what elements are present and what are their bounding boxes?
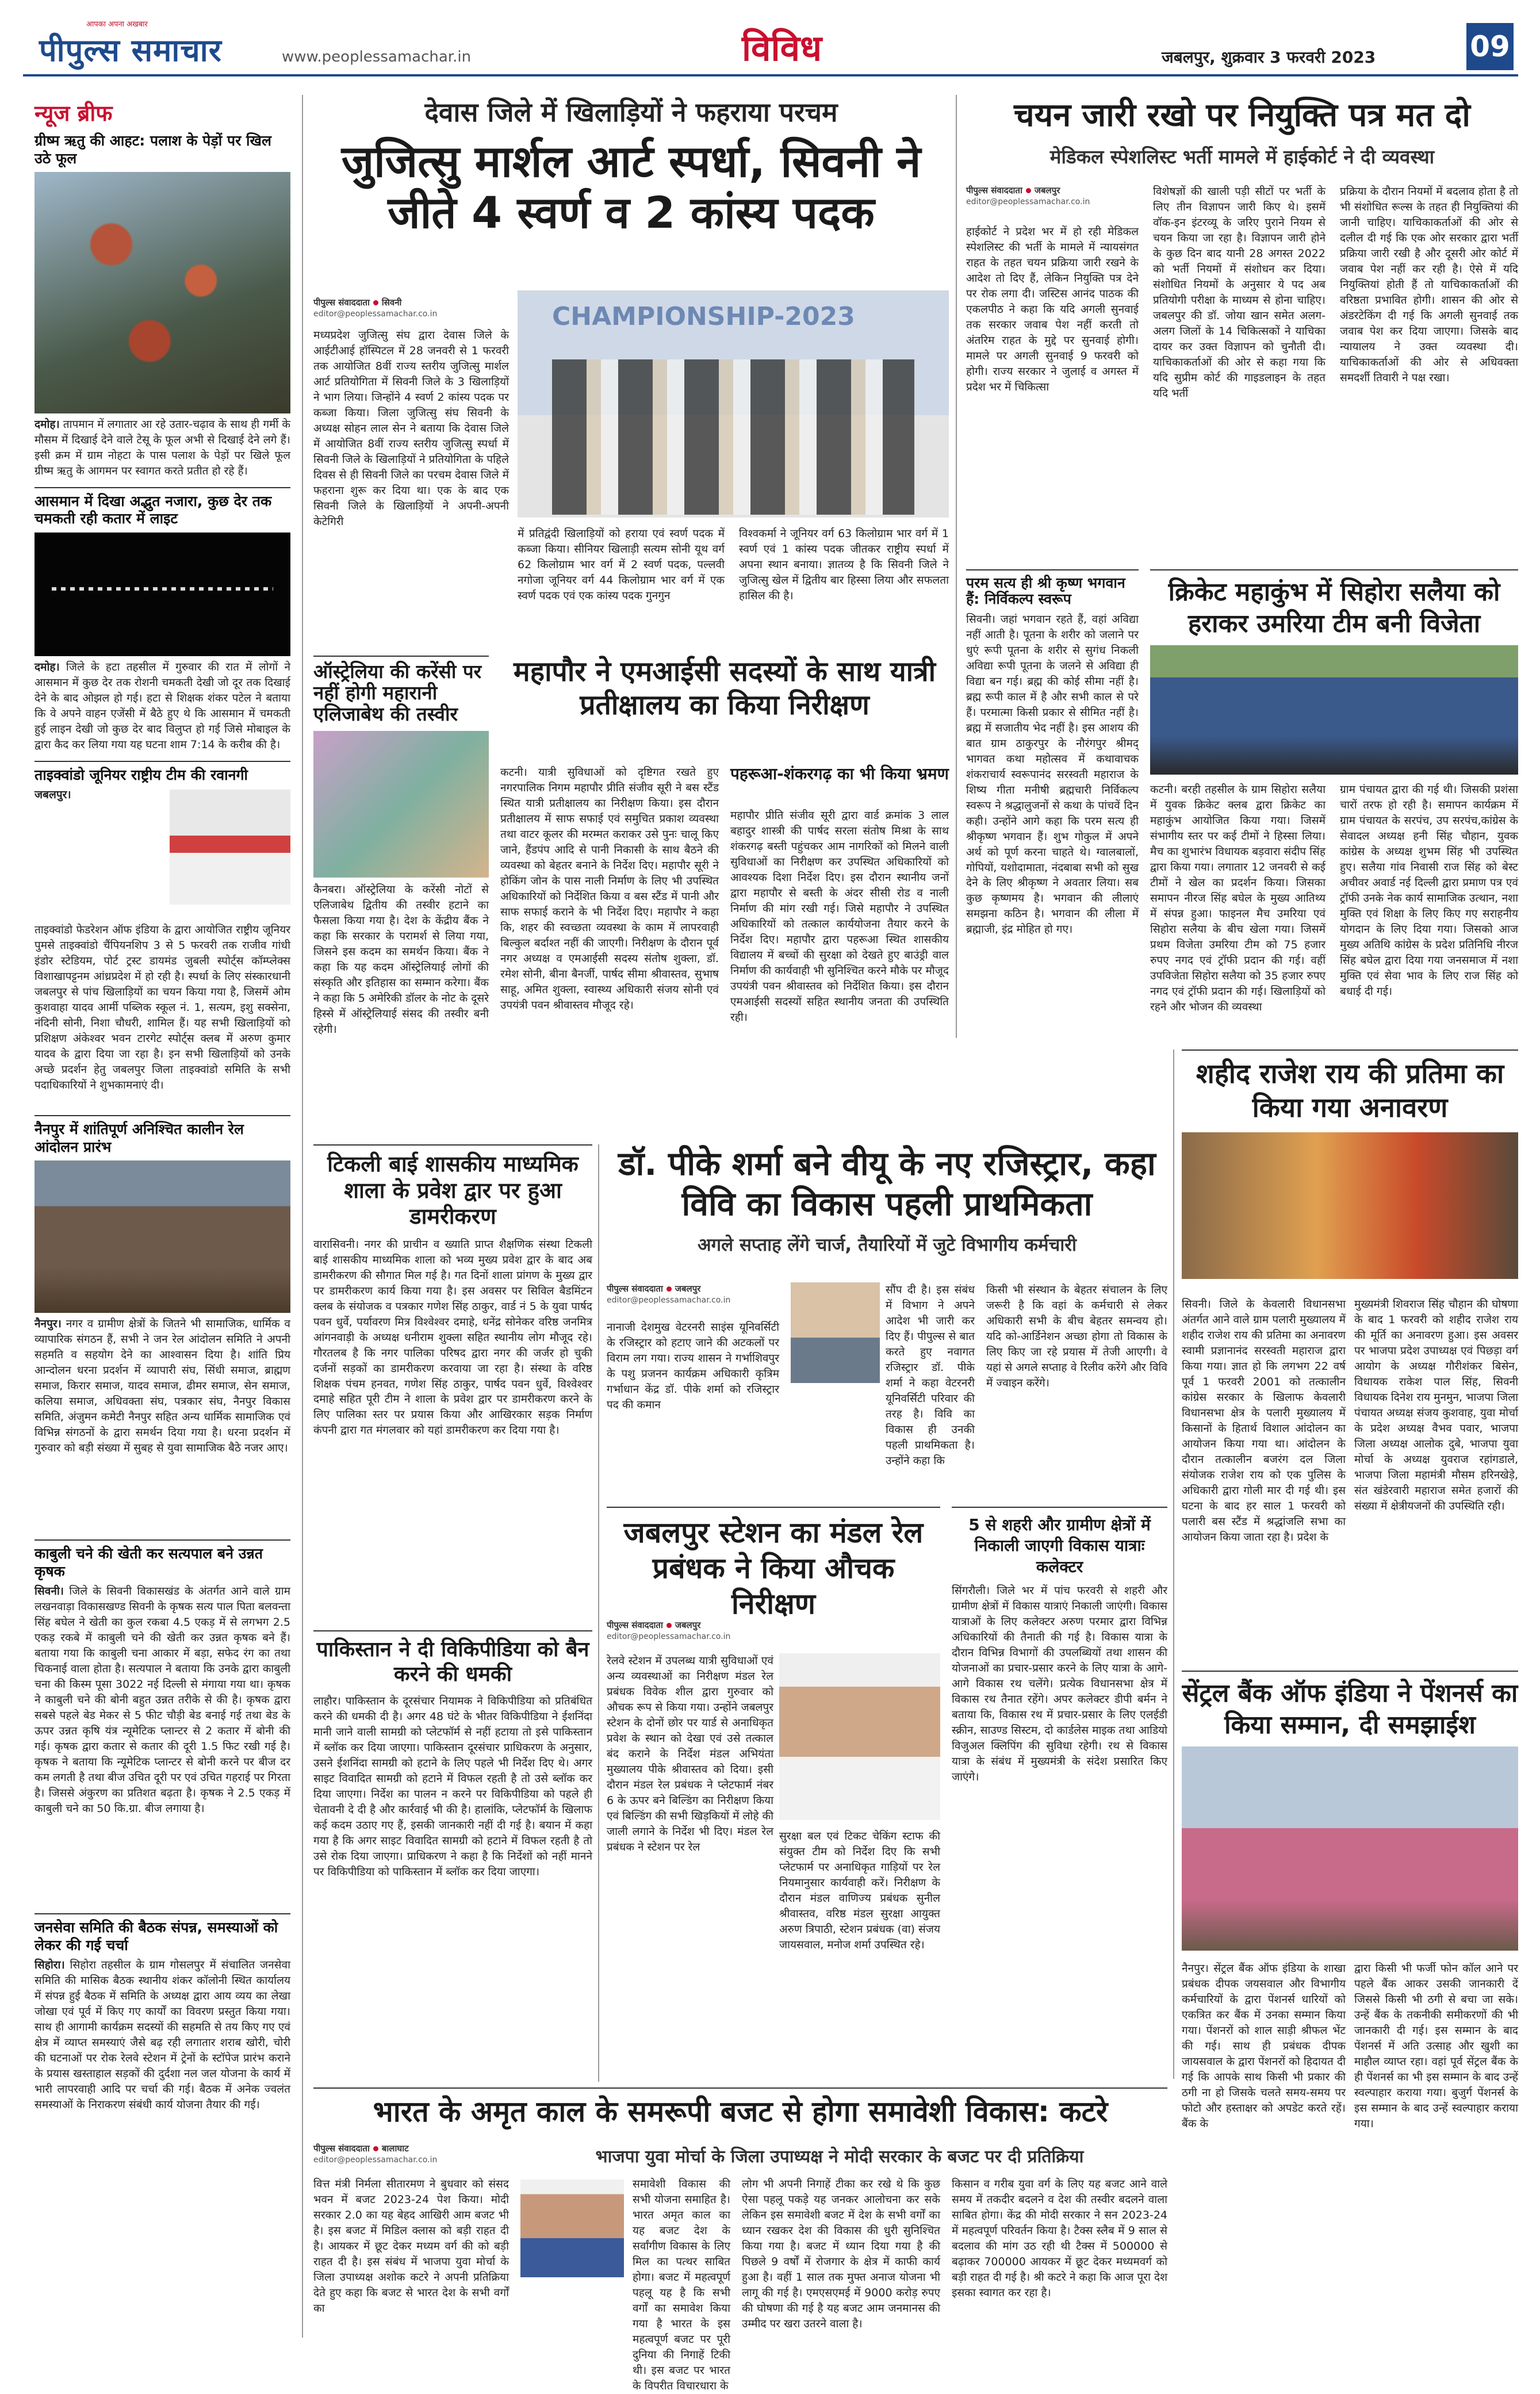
registrar-story xyxy=(607,1144,1167,1495)
story-headline: 5 से शहरी और ग्रामीण क्षेत्रों में निकाली जाएगी विकास यात्राः कलेक्टर xyxy=(952,1507,1167,1577)
story-text: विश्वकर्मा ने जूनियर वर्ग 63 किलोग्राम भार वर्ग में 1 स्वर्ण एवं 1 कांस्य पदक जीतकर राष्ट्रीय स्पर्धा में अपना स्थान बनाया। ज्ञातव्य है कि सिवनी जिले ने जुजित्सु खेल में द्वितीय बार हिस्सा लिया और सफलता हासिल की है। xyxy=(739,527,949,602)
story-kicker: देवास जिले में खिलाड़ियों ने फहराया परचम xyxy=(424,97,838,128)
news-brief-label: न्यूज ब्रीफ xyxy=(35,101,113,126)
story-subheadline: भाजपा युवा मोर्चा के जिला उपाध्यक्ष ने मोदी सरकार के बजट पर दी प्रतिक्रिया xyxy=(595,2147,1084,2167)
brief-text: सिवनी। जिले के सिवनी विकासखंड के अंतर्गत आने वाले ग्राम लखनवाड़ा विकासखण्ड सिवनी के कृषक सत्य पाल पिता बलवन्ता सिंह बघेल ने खेती का कुल रकबा 4.5 एकड़ में से लगभग 2.5 एकड़ रकबे में काबुली चने की खेती कर उन्नत कृषक बने हैं। बताया गया कि काबुली चना आकार में बड़ा, सफेद रंग का तथा चिकनाई वाला होता है। सत्यपाल ने बताया कि उनके द्वारा काबुली चना की किस्म पूसा 3022 नई दिल्ली से मंगाया गया था। कृषक ने काबुली चने की बोनी बहुत उन्नत तरीके से की है। कृषक द्वारा सबसे पहले बेड मेकर से 5 फीट चौड़ी बेड बनाई गई तथा बेड के ऊपर उन्नत कृषि यंत्र न्यूमेटिक प्लान्टर से 2 कतार में बोनी की गई। कृषक द्वारा कतार से कतार की दूरी 1.5 फिट रखी गई है। कृषक ने बताया कि न्यूमेटिक प्लान्टर से बोनी करने पर बीज दर कम लगती है तथा बीज उचित दूरी पर एवं उचित गहराई पर गिरता है। जिससे अंकुरण का प्रतिशत बढ़ता है। कृषक ने 2.5 एकड़ में काबुली चने का 50 कि.ग्रा. बीज लगाया है। xyxy=(35,1585,290,1815)
story-text: महापौर प्रीति संजीव सूरी द्वारा वार्ड क्रमांक 3 लाल बहादुर शास्त्री की पार्षद सरला संतोष मिश्रा के साथ शंकरगढ़ बस्ती पहुंचकर आम नागरिकों को मिलने वाली सुविधाओं का निरीक्षण कर उपस्थित अधिकारियों को आवश्यक दिशा निर्देश दिए। इस दौरान स्थानीय जनों द्वारा महापौर से बस्ती के अंदर सीसी रोड व नाली निर्माण की मांग रखी गई। जिसे महापौर ने उपस्थित अधिकारियों को तत्काल कार्ययोजना तैयार करने के निर्देश दिए। महापौर द्वारा पहरूआ स्थित शासकीय विद्यालय में बच्चों की सुरक्षा को देखते हुए बाउंड्री वाल निर्माण की कार्यवाही भी सुनिश्चित करने मौके पर मौजूद उपयंत्री पवन श्रीवास्तव को निर्देशित किया। इस दौरान एमआईसी सदस्यों सहित स्थानीय जनता की उपस्थिति रही। xyxy=(730,809,949,1024)
story-subheadline: मेडिकल स्पेशलिस्ट भर्ती मामले में हाईकोर्ट ने दी व्यवस्था xyxy=(1049,145,1435,168)
story-headline: शहीद राजेश राय की प्रतिमा का किया गया अनावरण xyxy=(1182,1049,1518,1125)
byline: पीपुल्स संवाददाता बालाघाट editor@peoplessamachar.co.in xyxy=(313,2143,438,2165)
tikli-school-story xyxy=(313,1144,592,1622)
drm-portrait xyxy=(779,1653,940,1820)
byline: पीपुल्स संवाददाता सिवनी editor@peoplessamachar.co.in xyxy=(313,297,438,319)
brief-text: सिहोरा। सिहोरा तहसील के ग्राम गोसलपुर में संचालित जनसेवा समिति की मासिक बैठक स्थानीय शंकर कॉलोनी स्थित कार्यालय में संपन्न हुई बैठक में समिति के अध्यक्ष द्वारा आय व्यय का लेखा जोखा एवं पूर्व में किए गए कार्यों का विवरण प्रस्तुत किया गया। साथ ही आगामी कार्यक्रम सदस्यों की सहमति से तय किए गए एवं क्षेत्र में व्याप्त समस्याएं जैसे बढ़ रही लगातार शराब खोरी, चोरी की घटनाओं पर रोक रेलवे स्टेशन में ट्रेनों के स्टॉपेज प्रारंभ कराने के प्रयास खस्ताहाल सड़कों की दुर्दशा नल जल योजना के कार्य में भारी लापरवाही आदि पर चर्चा की गई। बैठक में अनेक ज्वलंत समस्याओं के निराकरण संबंधी कार्य योजना तैयार की गई। xyxy=(35,1959,290,2111)
column-divider xyxy=(956,95,957,1038)
byline: पीपुल्स संवाददाता जबलपुर editor@peoplessamachar.co.in xyxy=(607,1620,731,1641)
story-text: किसान व गरीब युवा वर्ग के लिए यह बजट आने वाले समय में तकदीर बदलने व देश की तस्वीर बदलने वाला साबित होगा। केंद्र की मोदी सरकार ने सन 2023-24 में महत्वपूर्ण परिवर्तन किया है। टैक्स स्लैब में 9 साल से बदलाव की मांग उठ रही थी टैक्स में 500000 से बढ़ाकर 700000 आयकर में छूट देकर मध्यमवर्ग को बड़ी राहत दी गई है। श्री कटरे ने कहा कि आज पूरा देश इसका स्वागत कर रहा है। xyxy=(952,2178,1167,2299)
story-text: सौंप दी है। इस संबंध में विभाग ने अपने आदेश भी जारी कर दिए हैं। पीपुल्स से बात करते हुए नवागत रजिस्ट्रार डॉ. पीके शर्मा ने कहा वेटरनरी यूनिवर्सिटी परिवार की तरह है। विवि का विकास ही उनकी पहली प्राथमिकता है। उन्होंने कहा कि xyxy=(886,1284,975,1467)
brief-title: जनसेवा समिति की बैठक संपन्न, समस्याओं को लेकर की गई चर्चा xyxy=(35,1913,290,1954)
page-number: 09 xyxy=(1466,23,1514,70)
story-text: कटनी। बरही तहसील के ग्राम सिहोरा सलैया में युवक क्रिकेट क्लब द्वारा क्रिकेट का महाकुंभ आयोजित किया गया। जिसमें संभागीय स्तर पर कई टीमों ने हिस्सा लिया। मैच का शुभारंभ विधायक बड़वारा संदीप सिंह द्वारा किया गया। लगातार 12 जनवरी से कई टीमों ने खेल का प्रदर्शन किया। जिसका समापन नीरज सिंह बघेल के मुख्य आतिथ्य में संपन्न हुआ। फाइनल मैच उमरिया एवं सिहोरा सलैया के बीच खेला गया। जिसमें प्रथम विजेता उमरिया टीम को 75 हजार रुपए नगद एवं ट्रॉफी प्रदान की गई। वहीं उपविजेता सिहोरा सलैया को 35 हजार रुपए नगद एवं ट्रॉफी प्रदान की गई। खिलाड़ियों को रहने और भोजन की व्यवस्था xyxy=(1150,783,1326,1013)
brief-title: नैनपुर में शांतिपूर्ण अनिश्चित कालीन रेल आंदोलन प्रारंभ xyxy=(35,1115,290,1156)
story-subheadline: अगले सप्ताह लेंगे चार्ज, तैयारियों में जुटे विभागीय कर्मचारी xyxy=(698,1235,1077,1256)
jabalpur-station-story xyxy=(607,1507,940,2079)
cricket-team-photo xyxy=(1150,645,1518,775)
brief-title: ग्रीष्म ऋतु की आहट: पलाश के पेड़ों पर खिल उठे फूल xyxy=(35,132,271,167)
brief-text: जबलपुर। xyxy=(35,788,71,802)
story-text: समावेशी विकास की सभी योजना समाहित है। भारत अमृत काल का यह बजट देश के सर्वांगीण विकास के लिए मिल का पत्थर साबित होगा। बजट में महत्वपूर्ण पहलू यह है कि सभी वर्गों का समावेश किया गया है भारत के इस महत्वपूर्ण बजट पर पूरी दुनिया की निगाहें टिकी थी। इस बजट पर भारत के विपरीत विचारधारा के xyxy=(633,2178,730,2392)
mayor-inspection-story xyxy=(500,656,949,1133)
rail-protest-photo xyxy=(35,1160,290,1313)
story-headline: डॉ. पीके शर्मा बने वीयू के नए रजिस्ट्रार, कहा विवि का विकास पहली प्राथमिकता xyxy=(618,1145,1156,1223)
jujitsu-team-photo xyxy=(518,290,949,518)
vikas-yatra-story xyxy=(952,1507,1167,2079)
story-headline: महापौर ने एमआईसी सदस्यों के साथ यात्री प्रतीक्षालय का किया निरीक्षण xyxy=(513,656,936,721)
story-headline: जुजित्सु मार्शल आर्ट स्पर्धा, सिवनी ने जीते 4 स्वर्ण व 2 कांस्य पदक xyxy=(341,135,921,239)
pakistan-wikipedia-story xyxy=(313,1630,592,2079)
story-headline: भारत के अमृत काल के समरूपी बजट से होगा समावेशी विकास: कटरे xyxy=(313,2087,1167,2128)
story-text: सिवनी। जिले के केवलारी विधानसभा अंतर्गत आने वाले ग्राम पलारी मुख्यालय में शहीद राजेश राय की प्रतिमा का अनावरण स्वामी प्रज्ञानानंद सरस्वती महाराज द्वारा किया गया। ज्ञात हो कि लगभग 22 वर्ष पूर्व 1 फरवरी 2001 को तत्कालीन कांग्रेस सरकार के खिलाफ केवलारी विधानसभा क्षेत्र के पलारी मुख्यालय में किसानों के हितार्थ विशाल आंदोलन का आयोजन किया गया था। आंदोलन के दौरान तत्कालीन बजरंग दल जिला संयोजक राजेश राय को एक पुलिस के अधिकारी द्वारा गोली मार दी गई थी। इस घटना के बाद हर साल 1 फरवरी को पलारी बस स्टैंड में श्रद्धांजलि सभा का आयोजन किया जाता रहा है। प्रदेश के xyxy=(1182,1298,1346,1543)
story-text: मध्यप्रदेश जुजित्सु संघ द्वारा देवास जिले के आईटीआई हॉस्पिटल में 28 जनवरी से 1 फरवरी तक आयोजित 8वीं राज्य स्तरीय जुजित्सु मार्शल आर्ट प्रतियोगिता में सिवनी जिले के 3 खिलाड़ियों ने भाग लिया। जिन्होंने 4 स्वर्ण 2 कांस्य पदक पर कब्जा किया। जिला जुजित्सु संघ सिवनी के अध्यक्ष सोहन लाल सेन ने बताया कि देवास जिले में आयोजित 8वीं राज्य स्तरीय जुजित्सु स्पर्धा में सिवनी जिले के खिलाड़ियों ने प्रतियोगिता के पहिले दिवस से ही सिवनी जिले का परचम देवास जिले में फहराना शुरू कर दिया था। एक के बाद एक सिवनी जिले के खिलाड़ियों ने अपनी-अपनी केटेगिरी xyxy=(313,329,509,528)
australian-note-photo xyxy=(313,731,489,878)
story-text: नैनपुर। सेंट्रल बैंक ऑफ इंडिया के शाखा प्रबंधक दीपक जयसवाल और विभागीय कर्मचारियों के द्वारा पेंशनर्स धारियों को एकत्रित कर बैंक में उनका सम्मान किया गया। पेंशनरों को शाल साड़ी श्रीफल भेंट की गई। साथ ही प्रबंधक दीपक जायसवाल के द्वारा पेंशनरों को हिदायत दी गई कि आपके साथ किसी भी प्रकार की ठगी ना हो जिसके चलते समय-समय पर फोटो और हस्ताक्षर को अपडेट करते रहें। बैंक के xyxy=(1182,1962,1346,2130)
taekwondo-team-photo xyxy=(170,790,290,905)
story-headline: जबलपुर स्टेशन का मंडल रेल प्रबंधक ने किया औचक निरीक्षण xyxy=(607,1507,940,1622)
story-headline: चयन जारी रखो पर नियुक्ति पत्र मत दो xyxy=(1014,97,1470,134)
byline: पीपुल्स संवाददाता जबलपुर editor@peoplessamachar.co.in xyxy=(607,1284,731,1305)
story-text: कटनी। यात्री सुविधाओं को दृष्टिगत रखते हुए नगरपालिक निगम महापौर प्रीति संजीव सूरी ने बस स्टैंड स्थित यात्री प्रतीक्षालय का निरीक्षण किया। इस दौरान प्रतीक्षालय में साफ सफाई एवं समुचित प्रकाश व्यवस्था तथा वाटर कूलर की मरम्मत कराकर उसे पुनः चालू किए जाने, हैंडपंप आदि से पानी निकासी के साथ बैठने की व्यवस्था को बेहतर बनाने के निर्देश दिए। महापौर सूरी ने होकिंग जोन के पास नाली निर्माण के लिए भी उपस्थित अधिकारियों को निर्देशित किया व बस स्टैंड में पानी और साफ सफाई कराने के भी निर्देश दिए। महापौर ने कहा कि, शहर की स्वच्छता व्यवस्था के काम में लापरवाही बिल्कुल बर्दाश्त नहीं की जाएगी। निरीक्षण के दौरान पूर्व नगर अध्यक्ष व एमआईसी सदस्य संतोष शुक्ला, डॉ. रमेश सोनी, बीना बैनर्जी, पार्षद सीमा श्रीवास्तव, सुभाष साहू, अमित शुक्ला, स्वास्थ्य अधिकारी संजय सोनी एवं उपयंत्री पवन श्रीवास्तव मौजूद रहे। xyxy=(500,766,719,1012)
masthead xyxy=(23,16,1518,76)
story-text: किसी भी संस्थान के बेहतर संचालन के लिए जरूरी है कि वहां के कर्मचारी से लेकर अधिकारी सभी के बीच बेहतर समन्वय हो। यदि को-आर्डिनेशन अच्छा होगा तो विकास के लिए किए जा रहे प्रयास में तेजी आएगी। वे यहां से अगले सप्ताह वे रिलीव करेंगे और विवि में ज्वाइन करेंगे। xyxy=(986,1284,1167,1389)
story-headline: ऑस्ट्रेलिया की करेंसी पर नहीं होगी महारानी एलिजाबेथ की तस्वीर xyxy=(313,656,489,725)
story-text: सुरक्षा बल एवं टिकट चेकिंग स्टाफ की संयुक्त टीम को निर्देश दिए कि सभी प्लेटफार्म पर अनाधिकृत गाड़ियों पर रेल नियमानुसार कार्यवाही करें। निरीक्षण के दौरान मंडल वाणिज्य प्रबंधक सुनील श्रीवास्तव, वरिष्ठ मंडल सुरक्षा आयुक्त अरुण त्रिपाठी, स्टेशन प्रबंधक (वा) संजय जायसवाल, मनोज शर्मा उपस्थित रहे। xyxy=(779,1830,940,1951)
cricket-story xyxy=(1150,569,1518,1038)
dateline: जबलपुर, शुक्रवार 3 फरवरी 2023 xyxy=(1162,48,1376,67)
budget-story xyxy=(313,2087,1167,2392)
logo: पीपुल्स समाचार xyxy=(39,32,222,68)
story-text: लाहौर। पाकिस्तान के दूरसंचार नियामक ने विकिपीडिया को प्रतिबंधित करने की धमकी दी है। अगर 48 घंटे के भीतर विकिपीडिया ने ईशनिंदा मानी जाने वाली सामग्री को प्लेटफॉर्म से नहीं हटाया तो इसे पाकिस्तान में ब्लॉक कर दिया जाएगा। पाकिस्तान दूरसंचार प्राधिकरण के अनुसार, उसने ईशनिंदा सामग्री को हटाने के लिए पहले भी निर्देश दिए थे। अगर साइट विवादित सामग्री को हटाने में विफल रहती है तो उसे ब्लॉक कर दिया जाएगा। निर्देश का पालन न करने पर विकिपीडिया को पहले ही चेतावनी दे दी है और कार्रवाई भी की है। हालांकि, प्लेटफॉर्म के खिलाफ कई कदम उठाए गए हैं, इसकी जानकारी नहीं दी गई है। बयान में कहा गया है कि अगर साइट विवादित सामग्री को हटाने में विफल रहती है तो उसे रोक दिया जाएगा। प्राधिकरण ने कहा है कि निर्देशों को नहीं मानने पर विकिपीडिया को पाकिस्तान में ब्लॉक कर दिया जाएगा। xyxy=(313,1695,592,1879)
story-text: मुख्यमंत्री शिवराज सिंह चौहान की घोषणा के बाद 1 फरवरी को शहीद राजेश राय की मूर्ति का अनावरण हुआ। इस अवसर पर भाजपा प्रदेश उपाध्यक्ष एवं पिछड़ा वर्ग आयोग के अध्यक्ष गौरीशंकर बिसेन, विधायक राकेश पाल सिंह, सिवनी विधायक दिनेश राय मुनमुन, भाजपा जिला पंचायत अध्यक्ष संजय कुशवाह, युवा मोर्चा के प्रदेश अध्यक्ष वैभव पवार, भाजपा जिला अध्यक्ष आलोक दुबे, भाजपा युवा मोर्चा के अध्यक्ष युवराज रहांगडाले, भाजपा जिला महामंत्री मौसम हरिनखेड़े, संत खंडेरवारी महाराज समेत हजारों की संख्या में क्षेत्रीयजनों की उपस्थिति रही। xyxy=(1354,1298,1518,1512)
martyr-statue-story xyxy=(1182,1049,1518,1665)
brief-title: ताइक्वांडो जूनियर राष्ट्रीय टीम की रवानगी xyxy=(35,761,290,784)
column-divider xyxy=(598,1144,599,2082)
brief-text: ताइक्वांडो फेडरेशन ऑफ इंडिया के द्वारा आयोजित राष्ट्रीय जूनियर पुमसे ताइक्वांडो चैंपियनशिप 3 से 5 फरवरी तक राजीव गांधी इंडोर स्टेडियम, पोर्ट ट्रस्ट डायमंड जुबली स्पोर्ट्स कॉम्प्लेक्स विशाखापट्टनम आंध्रप्रदेश में हो रही है। स्पर्धा के लिए संस्कारधानी जबलपुर से पांच खिलाड़ियों का चयन किया गया है, जिसमें ओम कुशवाहा यादव आर्मी पब्लिक स्कूल नं. 1, सत्यम, इशु सक्सेना, नंदिनी सोनी, निशा चौधरी, शामिल हैं। यह सभी खिलाड़ियों को प्रशिक्षण अंकेश्वर भवन टारगेट स्पोर्ट्स क्लब में अरुण कुमार यादव के द्वारा दिया जा रहा है। इन सभी खिलाड़ियों को उनके अच्छे प्रदर्शन हेतु जबलपुर जिला ताइक्वांडो समिति के सभी पदाधिकारियों ने शुभकामनाएं दी। xyxy=(35,924,290,1091)
brief-text: दमोह। तापमान में लगातार आ रहे उतार-चढ़ाव के साथ ही गर्मी के मौसम में दिखाई देने वाले टेसू के फूल अभी से दिखाई देने लगे हैं। इसी क्रम में ग्राम नोहटा के पास पलाश के पेड़ों पर खिले फूल ग्रीष्म ऋतु के आगमन पर स्वागत करते प्रतीत हो रहे हैं। xyxy=(35,418,290,477)
section-title: विविध xyxy=(742,27,822,69)
byline: पीपुल्स संवाददाता जबलपुर editor@peoplessamachar.co.in xyxy=(966,185,1090,206)
central-bank-story xyxy=(1182,1671,1518,2332)
night-sky-lights-photo xyxy=(35,533,290,656)
krishna-story xyxy=(966,569,1139,1038)
pensioners-photo xyxy=(1182,1746,1518,1951)
story-text: हाईकोर्ट ने प्रदेश भर में हो रही मेडिकल स्पेशलिस्ट की भर्ती के मामले में न्यायसंगत राहत के तहत चयन प्रक्रिया जारी रखने के आदेश तो दिए हैं, लेकिन नियुक्ति पत्र देने पर रोक लगा दी। जस्टिस आनंद पाठक की एकलपीठ ने कहा कि यदि अगली सुनवाई तक सरकार जवाब पेश नहीं करती तो अंतरिम राहत के मुद्दे पर सुनवाई होगी। मामले पर अगली सुनवाई 9 फरवरी को होगी। राज्य सरकार ने जुलाई व अगस्त में प्रदेश भर में चिकित्सा xyxy=(966,225,1139,393)
story-text: वारासिवनी। नगर की प्राचीन व ख्याति प्राप्त शैक्षणिक संस्था टिकली बाई शासकीय माध्यमिक शाला को भव्य मुख्य प्रवेश द्वार के बाद अब डामरीकरण की सौगात मिल गई है। गत दिनों शाला प्रांगण के मुख्य द्वार पर डामरीकरण कार्य किया गया है। इस अवसर पर सिविल बैडमिंटन क्लब के संयोजक व पत्रकार गणेश सिंह ठाकुर, वार्ड नं 5 के युवा पार्षद पवन धुर्वे, पर्यावरण मित्र विश्वेश्वर दमाहे, धनेंद्र सोनेकर वरिष्ठ जनमित्र आंगनवाड़ी के अध्यक्ष धनीराम शुक्ला सहित स्थानीय लोग मौजूद रहे। गौरतलब है कि नगर पालिका परिषद द्वारा नगर की जर्जर हो चुकी दर्जनों सड़कों का डामरीकरण करवाया जा रहा है। संस्था के वरिष्ठ शिक्षक पंचम हनवत, गणेश सिंह ठाकुर, पार्षद पवन धुर्वे, विश्वेश्वर दमाहे सहित पूरी टीम ने शाला के प्रवेश द्वार पर डामरीकरण करने के लिए पालिका स्तर पर प्रयास किया और आखिरकार सड़क निर्माण कंपनी द्वारा गत मंगलवार को यहां डामरीकरण कर दिया गया है। xyxy=(313,1238,592,1437)
column-divider xyxy=(1173,1049,1174,2079)
pk-sharma-portrait xyxy=(791,1282,880,1383)
australia-currency-story xyxy=(313,656,489,1133)
story-headline: टिकली बाई शासकीय माध्यमिक शाला के प्रवेश द्वार पर हुआ डामरीकरण xyxy=(313,1144,592,1230)
website-url[interactable]: www.peoplessamachar.in xyxy=(282,48,472,66)
story-text: लोग भी अपनी निगाहें टीका कर रखे थे कि कुछ ऐसा पहलू पकड़े यह जनकर आलोचना कर सके लेकिन इस समावेशी बजट में देश के सभी वर्गों का ध्यान रखकर देश की विकास की धुरी सुनिश्चित किया गया है। बजट में ध्यान दिया गया है की पिछले 9 वर्षों में रोजगार के क्षेत्र में काफी कार्य हुआ है। वहीं 1 साल तक मुफ्त अनाज योजना भी लागू की गई है। एमएसएमई में 9000 करोड़ रुपए की घोषणा की गई है यह बजट आम जनमानस की उम्मीद पर खरा उतरने वाला है। xyxy=(742,2178,940,2330)
story-headline: क्रिकेट महाकुंभ में सिहोरा सलैया को हराकर उमरिया टीम बनी विजेता xyxy=(1150,569,1518,639)
logo-tagline: आपका अपना अखबार xyxy=(86,20,148,29)
story-text: नानाजी देशमुख वेटरनरी साइंस यूनिवर्सिटी के रजिस्ट्रार को हटाए जाने की अटकलों पर विराम लग गया। राज्य शासन ने गर्भाशिवपुर के पशु प्रजनन कार्यक्रम अधिकारी कृत्रिम गर्भाधान केंद्र डॉ. पीके शर्मा को रजिस्ट्रार पद की कमान xyxy=(607,1321,779,1411)
jujitsu-story xyxy=(313,98,949,638)
chayan-story xyxy=(966,98,1518,558)
story-text: वित्त मंत्री निर्मला सीतारमण ने बुधवार को संसद भवन में बजट 2023-24 पेश किया। मोदी सरकार 2.0 का यह बेहद आखिरी आम बजट भी है। इस बजट में मिडिल क्लास को बड़ी राहत दी है। आयकर में छूट देकर मध्यम वर्ग की को बड़ी राहत दी है। इस संबंध में भाजपा युवा मोर्चा के जिला उपाध्यक्ष अशोक कटरे ने अपनी प्रतिक्रिया देते हुए कहा कि बजट से भारत देश के सभी वर्गों का xyxy=(313,2178,509,2315)
story-subhead: पहरूआ-शंकरगढ़ का भी किया भ्रमण xyxy=(730,764,949,783)
news-brief-column xyxy=(35,98,290,2335)
story-text: विशेषज्ञों की खाली पड़ी सीटों पर भर्ती के लिए तीन विज्ञापन जारी किए थे। इसमें वॉक-इन इंटरव्यू के जरिए पुराने नियम से चयन किया जा रहा है। विज्ञापन जारी होने के कुछ दिन बाद यानी 28 अगस्त 2022 को भर्ती नियमों में संशोधन कर दिया। संशोधित नियमों के अनुसार ये पद अब प्रतियोगी परीक्षा के माध्यम से होना चाहिए। जबलपुर की डॉ. जोया खान समेत अलग-अलग जिलों के 14 चिकित्सकों ने याचिका दायर कर उक्त विज्ञापन को चुनौती दी। याचिकाकर्ताओं की ओर से कहा गया कि यदि सुप्रीम कोर्ट की गाइडलाइन के तहत यदि भर्ती xyxy=(1153,185,1326,400)
story-text: सिंगरौली। जिले भर में पांच फरवरी से शहरी और ग्रामीण क्षेत्रों में विकास यात्राएं निकाली जाएंगी। विकास यात्राओं के लिए कलेक्टर अरुण परमार द्वारा विभिन्न अधिकारियों की तैनाती की गई है। विकास यात्रा के दौरान विभिन्न विभागों की उपलब्धियों तथा शासन की योजनाओं का प्रचार-प्रसार करने के लिए यात्रा के आगे-आगे विकास रथ चलेंगे। प्रत्येक विधानसभा क्षेत्र में विकास रथ तैनात रहेंगे। अपर कलेक्टर डीपी बर्मन ने बताया कि, विकास रथ में प्रचार-प्रसार के लिए एलईडी स्क्रीन, साउण्ड सिस्टम, दो कार्डलेस माइक तथा आडियो विजुअल क्लिपिंग की सुविधा रहेगी। रथ से विकास यात्रा के संबंध में मुख्यमंत्री के संदेश प्रसारित किए जाएंगे। xyxy=(952,1584,1167,1783)
story-text: में प्रतिद्वंदी खिलाड़ियों को हराया एवं स्वर्ण पदक में कब्जा किया। सीनियर खिलाड़ी सत्यम सोनी यूथ वर्ग 62 किलोग्राम भार वर्ग में 2 स्वर्ण पदक, पल्लवी नगोजा जूनियर वर्ग 44 किलोग्राम भार वर्ग में एक स्वर्ण पदक एवं एक कांस्य पदक गुनगुन xyxy=(518,527,725,602)
story-headline: परम सत्य ही श्री कृष्ण भगवान हैं: निर्विकल्प स्वरूप xyxy=(966,569,1139,607)
column-divider xyxy=(302,95,303,2338)
statue-unveiling-photo xyxy=(1182,1132,1518,1279)
brief-title: आसमान में दिखा अद्भुत नजारा, कुछ देर तक चमकती रही कतार में लाइट xyxy=(35,487,290,528)
story-text: रेलवे स्टेशन में उपलब्ध यात्री सुविधाओं एवं अन्य व्यवस्थाओं का निरीक्षण मंडल रेल प्रबंधक विवेक शील द्वारा गुरुवार को औचक रूप से किया गया। उन्होंने जबलपुर स्टेशन के दोनों छोर पर यार्ड से अनाधिकृत प्रवेश के स्थान को देखा एवं उसे तत्काल बंद कराने के निर्देश मंडल अभियंता मुख्यालय पीके श्रीवास्तव को दिया। इसी दौरान मंडल रेल प्रबंधक ने प्लेटफार्म नंबर 6 के ऊपर बने बिल्डिंग का निरीक्षण किया एवं बिल्डिंग की सभी खिड़कियों में लोहे की जाली लगाने के निर्देश भी दिए। मंडल रेल प्रबंधक ने स्टेशन पर रेल xyxy=(607,1654,773,1853)
story-text: ग्राम पंचायत द्वारा की गई थी। जिसकी प्रशंसा चारों तरफ हो रही है। समापन कार्यक्रम में ग्राम पंचायत के सरपंच, उप सरपंच,कांग्रेस के सेवादल अध्यक्ष हनी सिंह चौहान, युवक कांग्रेस के अध्यक्ष शुभम सिंह भी उपस्थित हुए। सलैया गांव निवासी राज सिंह को बेस्ट अचीवर अवार्ड नई दिल्ली द्वारा प्रमाण पत्र एवं ट्रॉफी उनके नेक कार्य सामाजिक उत्थान, नशा मुक्ति एवं शिक्षा के लिए किए गए सराहनीय योगदान के लिए दिया गया। जिसको आज मुख्य अतिथि कांग्रेस के प्रदेश प्रतिनिधि नीरज सिंह बघेल द्वारा दिया गया जनसमाज में नशा मुक्ति एवं सेवा भाव के लिए राज सिंह को बधाई दी गई। xyxy=(1340,783,1518,998)
photo-banner-text: CHAMPIONSHIP-2023 xyxy=(552,302,855,331)
story-headline: सेंट्रल बैंक ऑफ इंडिया ने पेंशनर्स का किया सम्मान, दी समझाईश xyxy=(1182,1671,1518,1741)
brief-text: दमोह। जिले के हटा तहसील में गुरुवार की रात में लोगों ने आसमान में कुछ देर तक रोशनी चमकती देखी जो दूर तक दिखाई देने के बाद ओझल हो गई। हटा से शिक्षक शंकर पटेल ने बताया कि वे अपने वाहन एजेंसी में बैठे हुए थे कि आसमान में चमकती हुई लाइन देखी जो कुछ देर बाद विलुप्त हो गई जिसे मोबाइल के द्वारा कैद कर लिया गया यह घटना शाम 7:14 के करीब की है। xyxy=(35,660,290,751)
story-headline: पाकिस्तान ने दी विकिपीडिया को बैन करने की धमकी xyxy=(313,1630,592,1687)
palash-tree-photo xyxy=(35,172,290,413)
brief-text: नैनपुर। नगर व ग्रामीण क्षेत्रों के जितने भी सामाजिक, धार्मिक व व्यापारिक संगठन हैं, सभी ने जन रेल आंदोलन समिति ने अपनी सहमति व सहयोग देने का आश्वासन दिया है। शांति प्रिय आन्दोलन धरना प्रदर्शन में व्यापारी संघ, सिंधी समाज, ब्राह्मण समाज, किरार समाज, यादव समाज, ढीमर समाज, सेन समाज, कलिया समाज, अधिवक्ता संघ, पत्रकार संघ, नैनपुर विकास समिति, अंजुमन कमेटी नैनपुर सहित अन्य धार्मिक सामाजिक एवं विभिन्न संगठनों के द्वारा समर्थन दिया गया है। धरना प्रदर्शन में गुरुवार को बड़ी संख्या में सुबह से युवा सामाजिक बैठे नजर आए। xyxy=(35,1317,290,1454)
story-text: प्रक्रिया के दौरान नियमों में बदलाव होता है तो भी संशोधित रूल्स के तहत ही नियुक्तियां की जानी चाहिए। याचिकाकर्ताओं की ओर से दलील दी गई कि एक ओर सरकार द्वारा भर्ती प्रक्रिया जारी रखी है और दूसरी ओर कोर्ट में जवाब पेश नहीं कर रही है। ऐसे में यदि नियुक्तियां होती हैं तो याचिकाकर्ताओं की वरिष्ठता प्रभावित होगी। शासन की ओर से अंडरटेकिंग दी गई कि अगली सुनवाई तक जवाब पेश कर दिया जाएगा। जिसके बाद न्यायालय ने उक्त व्यवस्था दी। याचिकाकर्ताओं की ओर से अधिवक्ता समदर्शी तिवारी ने पक्ष रखा। xyxy=(1340,185,1518,384)
story-text: कैनबरा। ऑस्ट्रेलिया के करेंसी नोटों से एलिजाबेथ द्वितीय की तस्वीर हटाने का फैसला किया गया है। देश के केंद्रीय बैंक ने कहा कि सरकार के परामर्श से लिया गया, जिसने इस कदम का समर्थन किया। बैंक ने कहा कि यह कदम ऑस्ट्रेलियाई लोगों की संस्कृति और इतिहास का सम्मान करेगा। बैंक ने कहा कि 5 अमेरिकी डॉलर के नोट के दूसरे हिस्से में ऑस्ट्रेलियाई संसद की तस्वीर बनी रहेगी। xyxy=(313,883,489,1036)
story-text: द्वारा किसी भी फर्जी फोन कॉल आने पर पहले बैंक आकर उसकी जानकारी दें जिससे किसी भी ठगी से बचा जा सके। उन्हें बैंक के तकनीकी समीकरणों की भी जानकारी दी गई। इस सम्मान के बाद पेंशनर्स में अति उत्साह और खुशी का माहौल व्याप्त रहा। वहां पूर्व सेंट्रल बैंक के ही पेंशनर्स का भी इस सम्मान के बाद उन्हें स्वल्पाहार कराया गया। बुजुर्ग पेंशनर्स के इस सम्मान के बाद उन्हें स्वल्पाहार कराया गया। xyxy=(1354,1962,1518,2130)
story-text: सिवनी। जहां भगवान रहते हैं, वहां अविद्या नहीं आती है। पूतना के शरीर को जलाने पर धुएं रूपी पूतना के शरीर से सुगंध निकली अविद्या रूपी पूतना के जलने से अविद्या ही विद्या बन गई। ब्रह्म की कोई सीमा नहीं है। ब्रह्म रूपी काल में है और सभी काल से परे हैं। परमात्मा किसी प्रकार से सीमित नहीं है। ब्रह्म में सजातीय भेद नहीं है। इस आशय की बात ग्राम ठाकुरपुर के नौरंगपुर श्रीमद् भागवत कथा महोत्सव में कथावाचक शंकराचार्य स्वरूपानंद सरस्वती महाराज के शिष्य गीता मनीषी ब्रह्मचारी निर्विकल्प स्वरूप ने श्रद्धालुजनों से कथा के पांचवें दिन कही। उन्होंने आगे कहा कि परम सत्य ही श्रीकृष्ण भगवान हैं। शुभ गोकुल में अपने अर्थ को पूर्ण करना चाहते थे। ग्वालबालों, गोपियों, यशोदामाता, नंदबाबा सभी को सुख देने के लिए श्रीकृष्ण ने अवतार लिया। सब कुछ कृष्णमय है। भगवान की लीलाएं समझना कठिन है। भगवान की लीला में ब्रह्माजी, इंद्र मोहित हो गए। xyxy=(966,613,1139,936)
brief-title: काबुली चने की खेती कर सत्यपाल बने उन्नत कृषक xyxy=(35,1539,290,1580)
ashok-katre-portrait xyxy=(520,2180,624,2277)
